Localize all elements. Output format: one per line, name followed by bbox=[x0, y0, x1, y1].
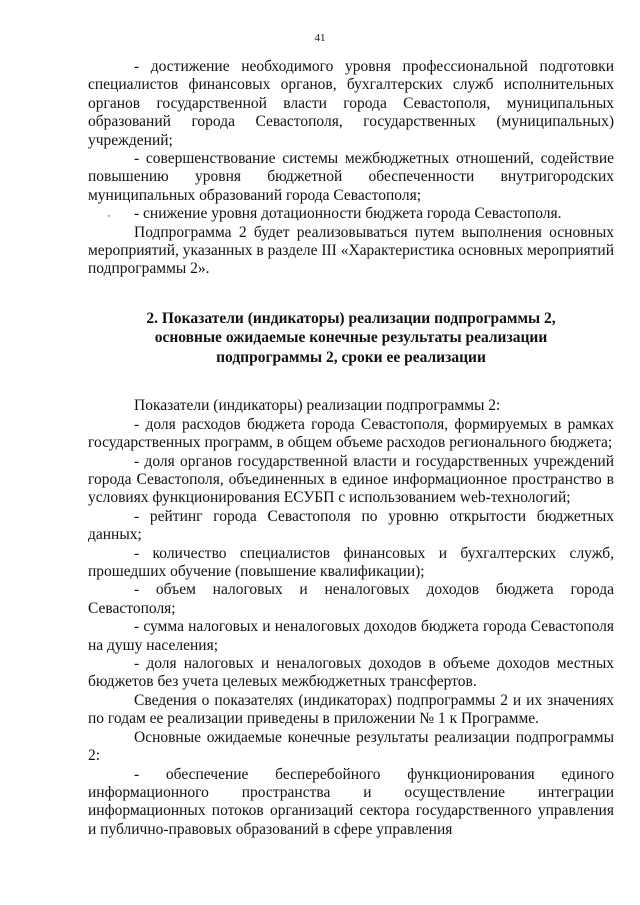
paragraph-expected-results-intro: Основные ожидаемые конечные результаты реализации подпрограммы 2: bbox=[88, 728, 614, 765]
section-heading-line-1: 2. Показатели (индикаторы) реализации подпрограммы 2, bbox=[146, 309, 556, 327]
body-text bbox=[88, 58, 614, 839]
paragraph-goal-training: - достижение необходимого уровня профессиональной подготовки специалистов финансовых органов, бухгалтерских служб исполнительных органов государственной власти города Севастополя, муниципальных образований города Севастополя, государственных (муниципальных) учреждений; bbox=[88, 58, 614, 149]
paragraph-goal-subsidy: - снижение уровня дотационности бюджета города Севастополя. bbox=[134, 205, 562, 223]
paragraph-indicators-appendix: Сведения о показателях (индикаторах) подпрограммы 2 и их значениях по годам ее реализации приведены в приложении № 1 к Программе. bbox=[88, 691, 614, 728]
paragraph-expected-result-info-space: - обеспечение бесперебойного функционирования единого информационного пространства и осуществление интеграции информационных потоков организаций сектора государственного управления и публично-правовых образований в сфере управления bbox=[88, 765, 614, 838]
paragraph-indicators-intro: Показатели (индикаторы) реализации подпрограммы 2: bbox=[134, 397, 501, 415]
paragraph-indicator-local-revenue-share: - доля налоговых и неналоговых доходов в объеме доходов местных бюджетов без учета целевых межбюджетных трансфертов. bbox=[88, 655, 614, 691]
section-heading-line-3: подпрограммы 2, сроки ее реализации bbox=[216, 348, 486, 366]
paragraph-indicator-info-space: - доля органов государственной власти и государственных учреждений города Севастополя, объединенных в единое информационное пространство в условиях функционирования ЕСУБП с использованием web-технологий; bbox=[88, 452, 614, 507]
paragraph-indicator-revenue-per-capita: - сумма налоговых и неналоговых доходов бюджета города Севастополя на душу населения; bbox=[88, 618, 614, 654]
paragraph-indicator-openness-rating: - рейтинг города Севастополя по уровню открытости бюджетных данных; bbox=[88, 507, 614, 544]
page-number: 41 bbox=[314, 32, 326, 44]
paragraph-goal-interbudget: - совершенствование системы межбюджетных отношений, содействие повышению уровня бюджетной обеспеченности внутригородских муниципальных образований города Севастополя; bbox=[88, 150, 614, 204]
paragraph-subprogram-measures: Подпрограмма 2 будет реализовываться путем выполнения основных мероприятий, указанных в разделе III «Характеристика основных мероприятий подпрограммы 2». bbox=[88, 223, 614, 278]
section-heading bbox=[88, 309, 614, 368]
margin-mark: ' bbox=[108, 214, 110, 225]
paragraph-indicator-expenditure-share: - доля расходов бюджета города Севастополя, формируемых в рамках государственных программ, в общем объеме расходов регионального бюджета; bbox=[88, 415, 614, 452]
paragraph-indicator-revenue-volume: - объем налоговых и неналоговых доходов бюджета города Севастополя; bbox=[88, 581, 614, 617]
section-heading-line-2: основные ожидаемые конечные результаты реализации bbox=[154, 329, 548, 347]
paragraph-indicator-trained-specialists: - количество специалистов финансовых и бухгалтерских служб, прошедших обучение (повышение квалификации); bbox=[88, 544, 614, 581]
